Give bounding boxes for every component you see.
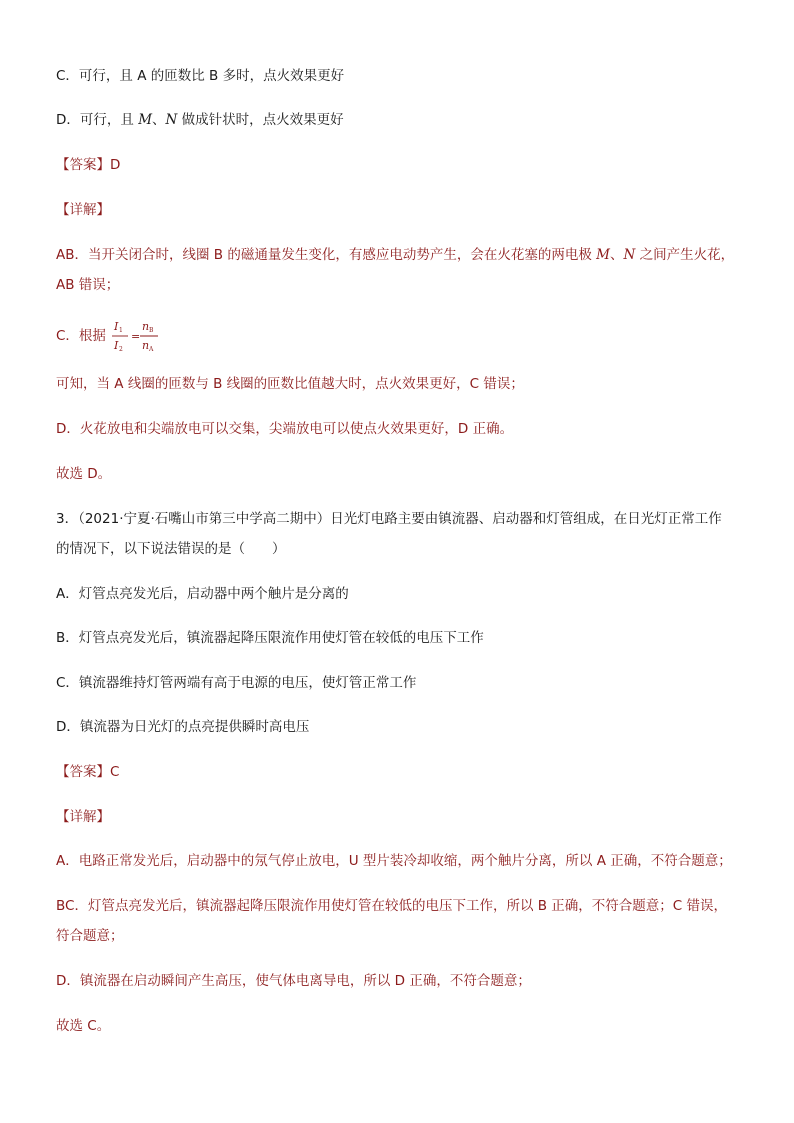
detail3-bc-line2: 符合题意； [56,928,124,944]
question3-option-d: D．镇流器为日光灯的点亮提供瞬时高电压 [56,719,310,735]
detail-c-line2: 可知，当 A 线圈的匝数与 B 线圈的匝数比值越大时，点火效果更好，C 错误； [56,376,524,392]
option-d-pre: D．可行，且 [56,112,139,128]
detail3-conclusion: 故选 C。 [56,1018,111,1034]
detail3-d-line: D．镇流器在启动瞬间产生高压，使气体电离导电，所以 D 正确，不符合题意； [56,973,531,989]
question3-stem-line2: 的情况下，以下说法错误的是（ ） [56,541,286,557]
detail-label-3: 【详解】 [56,809,110,825]
detail3-bc-line1: BC．灯管点亮发光后，镇流器起降压限流作用使灯管在较低的电压下工作，所以 B 正确，不符合题意；C 错误， [56,898,728,914]
question3-option-c: C．镇流器维持灯管两端有高于电源的电压，使灯管正常工作 [56,675,417,691]
option-d [56,110,344,130]
answer-label: 【答案】 [56,157,110,173]
question3-option-b: B．灯管点亮发光后，镇流器起降压限流作用使灯管在较低的电压下工作 [56,630,484,646]
frac-right-den: n [142,339,150,352]
answer-3 [56,762,119,782]
detail3-a-line: A．电路正常发光后，启动器中的氖气停止放电，U 型片装冷却收缩，两个触片分离，所以 A 正确，不符合题意； [56,853,732,869]
turns-ratio-formula [108,316,168,356]
separator: 、 [609,247,624,263]
variable-m: M [596,247,610,263]
frac-right-den-sub: A [149,346,154,353]
variable-n: N [165,112,178,128]
frac-right-num-sub: B [149,327,154,334]
detail-ab-line1 [56,245,734,265]
question3-option-a: A．灯管点亮发光后，启动器中两个触片是分离的 [56,586,349,602]
frac-equals: = [131,330,141,343]
detail-label-1: 【详解】 [56,202,110,218]
frac-left-num: I [114,320,119,333]
variable-m: M [138,112,153,128]
option-c: C．可行，且 A 的匝数比 B 多时，点火效果更好 [56,68,345,84]
detail-ab-line2: AB 错误； [56,277,120,293]
variable-n: N [623,247,636,263]
option-d-post: 做成针状时，点火效果更好 [177,112,344,128]
frac-right-num: n [142,320,150,333]
frac-left-den: I [114,339,119,352]
answer-value: C [110,764,120,780]
detail-c-label: C．根据 [56,328,106,344]
frac-left-den-sub: 2 [119,346,123,353]
question3-stem-line1: 3．（2021·宁夏·石嘴山市第三中学高二期中）日光灯电路主要由镇流器、启动器和灯管组成，在日光灯正常工作 [56,511,722,527]
frac-left-num-sub: 1 [119,327,123,334]
ab-text-pre: AB．当开关闭合时，线圈 B 的磁通量发生变化，有感应电动势产生，会在火花塞的两电极 [56,247,597,263]
answer-label: 【答案】 [56,764,110,780]
answer-1 [56,155,120,175]
answer-value: D [110,157,121,173]
detail-conclusion-1: 故选 D。 [56,466,112,482]
separator: 、 [152,112,166,128]
detail-d-line: D．火花放电和尖端放电可以交集，尖端放电可以使点火效果更好，D 正确。 [56,421,514,437]
ab-text-post: 之间产生火花， [635,247,735,263]
